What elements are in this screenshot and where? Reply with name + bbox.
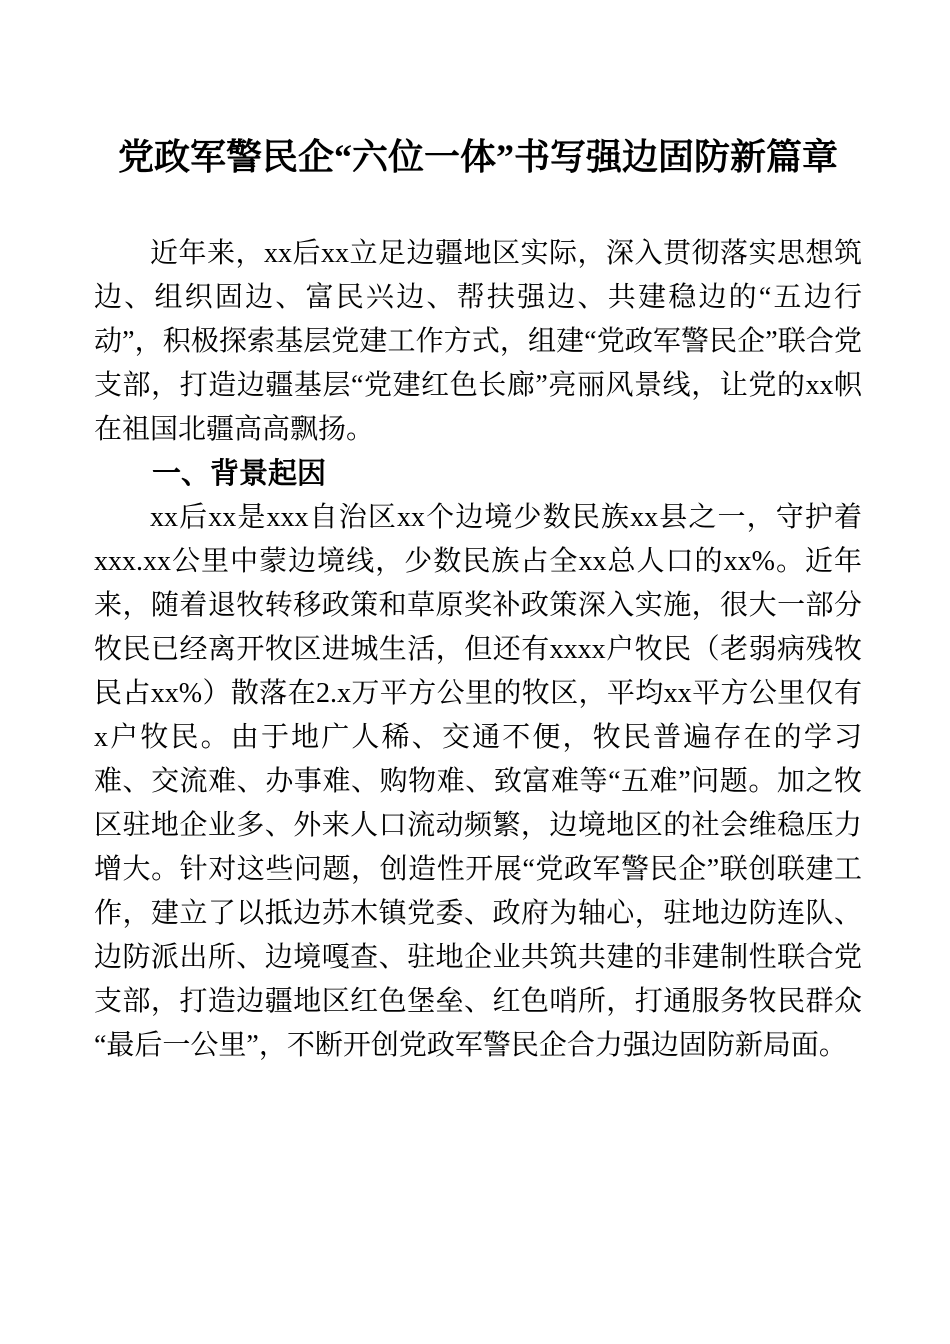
intro-paragraph: 近年来，xx后xx立足边疆地区实际，深入贯彻落实思想筑边、组织固边、富民兴边、帮扶强边、共建稳边的“五边行动”，积极探索基层党建工作方式，组建“党政军警民企”联合党支部，打造边疆基层“党建红色长廊”亮丽风景线，让党的xx帜在祖国北疆高高飘扬。 xyxy=(94,238,862,445)
section-body-paragraph: xx后xx是xxx自治区xx个边境少数民族xx县之一，守护着xxx.xx公里中蒙边境线，少数民族占全xx总人口的xx%。近年来，随着退牧转移政策和草原奖补政策深入实施，很大一部分牧民已经离开牧区进城生活，但还有xxxx户牧民（老弱病残牧民占xx%）散落在2.x万平方公里的牧区，平均xx平方公里仅有x户牧民。由于地广人稀、交通不便，牧民普遍存在的学习难、交流难、办事难、购物难、致富难等“五难”问题。加之牧区驻地企业多、外来人口流动频繁，边境地区的社会维稳压力增大。针对这些问题，创造性开展“党政军警民企”联创联建工作，建立了以抵边苏木镇党委、政府为轴心，驻地边防连队、边防派出所、边境嘎查、驻地企业共筑共建的非建制性联合党支部，打造边疆地区红色堡垒、红色哨所，打通服务牧民群众“最后一公里”，不断开创党政军警民企合力强边固防新局面。 xyxy=(94,502,862,1061)
document-title: 党政军警民企“六位一体”书写强边固防新篇章 xyxy=(117,137,838,177)
section-heading-background: 一、背景起因 xyxy=(152,458,327,490)
